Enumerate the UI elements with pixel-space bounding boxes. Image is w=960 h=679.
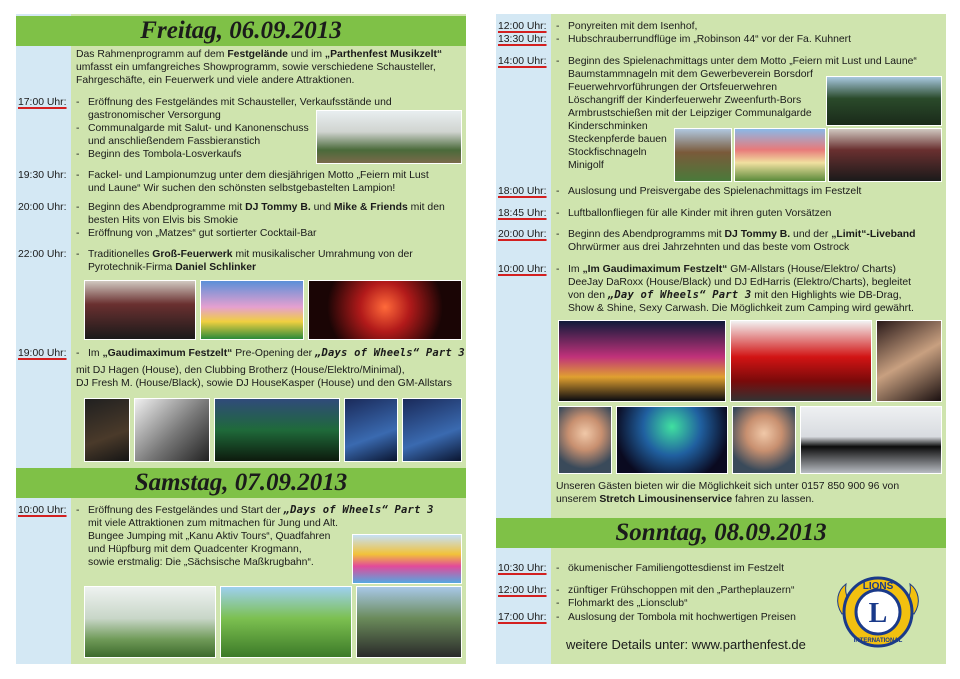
dj-edharris-photo — [732, 406, 796, 474]
limit-liveband-photo — [828, 128, 942, 182]
bouncy-castle-photo — [352, 534, 462, 584]
clubbing-brotherz-photo — [134, 398, 210, 462]
fireworks-label: Groß-Feuerwerk — [152, 249, 233, 260]
event-time: 22:00 Uhr: — [18, 249, 67, 260]
activity-item: Steckenpferde bauen — [568, 134, 667, 145]
event-text: Pyrotechnik-Firma — [88, 262, 176, 273]
event-text: Bungee Jumping mit „Kanu Aktiv Tours“, Quadfahren — [88, 531, 331, 542]
intro-musikzelt: „Parthenfest Musikzelt“ — [324, 49, 443, 60]
event-text: Eröffnung von „Matzes“ gut sortierter Cocktail-Bar — [88, 228, 317, 239]
event-time: 20:00 Uhr: — [498, 229, 547, 240]
event-text: Hubschrauberrundflüge im „Robinson 44“ vor der Fa. Kuhnert — [568, 34, 852, 45]
event-text: Beginn des Abendprogramms mit — [568, 229, 725, 240]
event-text: Auslosung der Tombola mit hochwertigen Preisen — [568, 612, 796, 623]
event-text: Eröffnung des Festgeländes und Start der — [88, 505, 284, 516]
band-name: Mike & Friends — [333, 202, 408, 213]
stretch-limousine-photo — [800, 406, 942, 474]
event-text: mit musikalischer Umrahmung von der — [232, 249, 413, 260]
bungee-trampoline-photo — [84, 586, 216, 658]
event-text: Im — [568, 264, 583, 275]
activity-item: Armbrustschießen mit der Leipziger Communalgarde — [568, 108, 812, 119]
dj-housekasper-photo — [402, 398, 462, 462]
cannon-salute-photo — [316, 110, 462, 164]
event-text: Flohmarkt des „Lionsclub“ — [568, 598, 688, 609]
event-time: 10:00 Uhr: — [498, 264, 547, 275]
event-text: Unseren Gästen bieten wir die Möglichkeit sich unter 0157 850 900 96 von — [556, 481, 900, 492]
communalgarde-group-photo — [826, 76, 942, 126]
band-name: „Limit“-Liveband — [831, 229, 916, 240]
dj-fresh-photo — [344, 398, 398, 462]
event-text: Auslosung und Preisvergabe des Spielenachmittags im Festzelt — [568, 186, 862, 197]
event-text: Show & Shine, Sexy Carwash. Die Möglichkeit zum Camping wird gewährt. — [568, 303, 914, 314]
event-text: fahren zu lassen. — [732, 494, 815, 505]
saturday-sunday-panel: 12:00 Uhr: - Ponyreiten mit dem Isenhof, 13:30 Uhr: - Hubschrauberrundflüge im „Robinson 44“ vor der Fa. Kuhnert 14:00 Uhr: - Beginn des Spielenachmittags unter dem Motto „Feiern mit Lust und Laune“ Baumstammnageln mit dem Gewerbeverein Borsdorf Feuerwehrvorführungen der Ortsfeuerwehren Löschangriff der Kinderfeuerwehr Zweenfurth-Bors Armbrustschießen mit der Leipziger Communalgarde Kinderschminken Steckenpferde bauen Stockfischnageln Minigolf 18:00 Uhr: - Auslosung und Preisvergabe des Spielenachmittags im Festzelt 18:45 Uhr: - Luftballonfliegen für alle Kinder mit ihren guten Vorsätzen 20:00 Uhr: - Beginn des Abendprogramms mit DJ Tommy B. und der „Limit“-Liveband Ohrwürmer aus drei Jahrzehnten und das beste vom Ostrock 10:00 Uhr: - Im „Im Gaudimaximum Festzelt“ GM-Allstars (House/Elektro/ Charts) DeeJay DaRoxx (House/Black) und DJ EdHarris (Elektro/Charts), begleitet von den „Day of Wheels“ Part 3 mit den Highlights wie DB-Drag, Show & Shine, Sexy Carwash. Die Möglichkeit zum Camping wird gewährt. Unseren Gästen bieten wir die Möglichkeit sich unter 0157 850 900 96 von unserem Stretch Limousinenservice fahren zu lassen. Sonntag, 08.09.2013 10:30 Uhr: - ökumenischer Familiengottesdienst im Festzelt 12:00 Uhr: - zünftiger Frühschoppen mit den „Partheplauzern“ - Flohmarkt des „Lionsclub“ 17:00 Uhr: - Auslosung der Tombola mit hochwertigen Preisen weitere Details unter: www.parthenfest.de LIONS L INTERNATIONAL — [496, 14, 946, 664]
event-text: GM-Allstars (House/Elektro/ Charts) — [727, 264, 896, 275]
event-text: Ohrwürmer aus drei Jahrzehnten und das beste vom Ostrock — [568, 242, 850, 253]
event-text: und Hüpfburg mit dem Quadcenter Krogmann, — [88, 544, 302, 555]
event-time: 14:00 Uhr: — [498, 56, 547, 67]
carwash-photo — [876, 320, 942, 402]
dj-name: DJ Tommy B. — [724, 229, 791, 240]
activity-item: Minigolf — [568, 160, 604, 171]
band-photo — [84, 280, 196, 340]
event-text: von den — [568, 290, 608, 301]
sunday-heading: Sonntag, 08.09.2013 — [496, 518, 946, 548]
festzelt-party-photo — [214, 398, 340, 462]
time-column — [16, 14, 71, 664]
saturday-heading: Samstag, 07.09.2013 — [16, 468, 466, 498]
event-text: und der — [790, 229, 832, 240]
event-text: Beginn des Abendprogramme mit — [88, 202, 246, 213]
logo-letter: L — [868, 598, 888, 629]
fireworks-photo — [308, 280, 462, 340]
event-time: 10:30 Uhr: — [498, 563, 547, 574]
intro-festgelaende: Festgelände — [227, 49, 288, 60]
pyro-company: Daniel Schlinker — [175, 262, 257, 273]
event-text: Ponyreiten mit dem Isenhof, — [568, 21, 698, 32]
limousine-service-label: Stretch Limousinenservice — [599, 494, 733, 505]
event-text: besten Hits von Elvis bis Smokie — [88, 215, 239, 226]
event-text: ökumenischer Familiengottesdienst im Festzelt — [568, 563, 784, 574]
event-text: DeeJay DaRoxx (House/Black) und DJ EdHarris (Elektro/Charts), begleitet — [568, 277, 912, 288]
gaudimaximum-label: „Im Gaudimaximum Festzelt“ — [582, 264, 728, 275]
intro-text-2: und im — [287, 49, 325, 60]
event-text: mit viele Attraktionen zum mitmachen für Jung und Alt. — [88, 518, 339, 529]
sports-car-photo — [730, 320, 872, 402]
intro-text-1: Das Rahmenprogramm auf dem — [76, 49, 228, 60]
event-text: zünftiger Frühschoppen mit den „Partheplauzern“ — [568, 585, 795, 596]
event-text: Fackel- und Lampionumzug unter dem diesjährigen Motto „Feiern mit Lust — [88, 170, 429, 181]
quad-bike-photo — [356, 586, 462, 658]
kids-fair-photo — [734, 128, 826, 182]
event-text: Beginn des Tombola-Losverkaufs — [88, 149, 242, 160]
lions-club-logo — [832, 572, 924, 652]
event-text: mit den — [407, 202, 445, 213]
event-text: und — [310, 202, 334, 213]
event-time: 19:00 Uhr: — [18, 348, 67, 359]
event-time: 13:30 Uhr: — [498, 34, 547, 45]
activity-item: Kinderschminken — [568, 121, 648, 132]
huepfburg-photo — [220, 586, 352, 658]
event-text: mit DJ Hagen (House), den Clubbing Brotherz (House/Elektro/Minimal), — [76, 365, 405, 376]
website-link[interactable]: weitere Details unter: www.parthenfest.de — [566, 637, 806, 652]
activity-item: Stockfischnageln — [568, 147, 647, 158]
friday-heading: Freitag, 06.09.2013 — [16, 16, 466, 46]
event-text: und Laune“ Wir suchen den schönsten selbstgebastelten Lampion! — [88, 183, 396, 194]
logo-international-text: INTERNATIONAL — [853, 638, 903, 644]
event-time: 19:30 Uhr: — [18, 170, 67, 181]
fairground-ride-photo — [200, 280, 304, 340]
event-time: 18:00 Uhr: — [498, 186, 547, 197]
event-text: Pre-Opening der — [232, 348, 315, 359]
event-time: 18:45 Uhr: — [498, 208, 547, 219]
event-text: Traditionelles — [88, 249, 153, 260]
event-text: und anschließendem Fassbieranstich — [88, 136, 261, 147]
days-of-wheels-label: „Days of Wheels“ Part 3 — [314, 347, 465, 359]
activity-item: Feuerwehrvorführungen der Ortsfeuerwehren — [568, 82, 778, 93]
gaudimaximum-label: „Gaudimaximum Festzelt“ — [102, 348, 233, 359]
event-text: sowie erstmalig: Die „Sächsische Maßkrugbahn“. — [88, 557, 314, 568]
deejay-daroxx-photo — [558, 406, 612, 474]
event-text: Beginn des Spielenachmittags unter dem Motto „Feiern mit Lust und Laune“ — [568, 56, 917, 67]
event-text: Communalgarde mit Salut- und Kanonenschuss — [88, 123, 309, 134]
dj-name: DJ Tommy B. — [245, 202, 311, 213]
club-lights-photo — [616, 406, 728, 474]
pony-horses-photo — [674, 128, 732, 182]
event-time: 20:00 Uhr: — [18, 202, 67, 213]
dj-photo — [84, 398, 130, 462]
event-text: unserem — [556, 494, 600, 505]
event-time: 10:00 Uhr: — [18, 505, 67, 516]
friday-saturday-panel: Freitag, 06.09.2013 Das Rahmenprogramm auf dem Festgelände und im „Parthenfest Musikzelt“ umfasst ein umfangreiches Showprogramm, sowie verschiedene Schausteller, Fahrgeschäfte, ein Feuerwerk und viele andere Attraktionen. 17:00 Uhr: - Eröffnung des Festgeländes mit Schausteller, Verkaufsstände und gastronomischer Versorgung - Communalgarde mit Salut- und Kanonenschuss und anschließendem Fassbieranstich - Beginn des Tombola-Losverkaufs 19:30 Uhr: - Fackel- und Lampionumzug unter dem diesjährigen Motto „Feiern mit Lust und Laune“ Wir suchen den schönsten selbstgebastelten Lampion! 20:00 Uhr: - Beginn des Abendprogramme mit DJ Tommy B. und Mike & Friends mit den besten Hits von Elvis bis Smokie - Eröffnung von „Matzes“ gut sortierter Cocktail-Bar 22:00 Uhr: - Traditionelles Groß-Feuerwerk mit musikalischer Umrahmung von der Pyrotechnik-Firma Daniel Schlinker 19:00 Uhr: - Im „Gaudimaximum Festzelt“ Pre-Opening der „Days of Wheels“ Part 3 mit DJ Hagen (House), den Clubbing Brotherz (House/Elektro/Minimal), DJ Fresh M. (House/Black), sowie DJ HouseKasper (House) und den GM-Allstars Samstag, 07.09.2013 10:00 Uhr: - Eröffnung des Festgeländes und Start der „Days of Wheels“ Part 3 mit viele Attraktionen zum mitmachen für Jung und Alt. Bungee Jumping mit „Kanu Aktiv Tours“, Quadfahren und Hüpfburg mit dem Quadcenter Krogmann, sowie erstmalig: Die „Sächsische Maßkrugbahn“. — [16, 14, 466, 664]
event-time: 12:00 Uhr: — [498, 585, 547, 596]
event-time: 12:00 Uhr: — [498, 21, 547, 32]
show-truck-photo — [558, 320, 726, 402]
logo-lions-text: LIONS — [862, 581, 894, 592]
event-text: Eröffnung des Festgeländes mit Schausteller, Verkaufsstände und — [88, 97, 392, 108]
days-of-wheels-label: „Days of Wheels“ Part 3 — [283, 504, 434, 516]
activity-item: Löschangriff der Kinderfeuerwehr Zweenfurth-Bors — [568, 95, 802, 106]
event-text: gastronomischer Versorgung — [88, 110, 221, 121]
activity-item: Baumstammnageln mit dem Gewerbeverein Borsdorf — [568, 69, 813, 80]
intro-line-2: umfasst ein umfangreiches Showprogramm, sowie verschiedene Schausteller, — [76, 62, 436, 73]
event-text: mit den Highlights wie DB-Drag, — [751, 290, 902, 301]
event-text: Luftballonfliegen für alle Kinder mit ihren guten Vorsätzen — [568, 208, 832, 219]
event-time: 17:00 Uhr: — [498, 612, 547, 623]
event-text: Im — [88, 348, 103, 359]
event-time: 17:00 Uhr: — [18, 97, 67, 108]
days-of-wheels-label: „Day of Wheels“ Part 3 — [607, 289, 752, 301]
intro-line-3: Fahrgeschäfte, ein Feuerwerk und viele andere Attraktionen. — [76, 75, 355, 86]
event-text: DJ Fresh M. (House/Black), sowie DJ HouseKasper (House) und den GM-Allstars — [76, 378, 452, 389]
